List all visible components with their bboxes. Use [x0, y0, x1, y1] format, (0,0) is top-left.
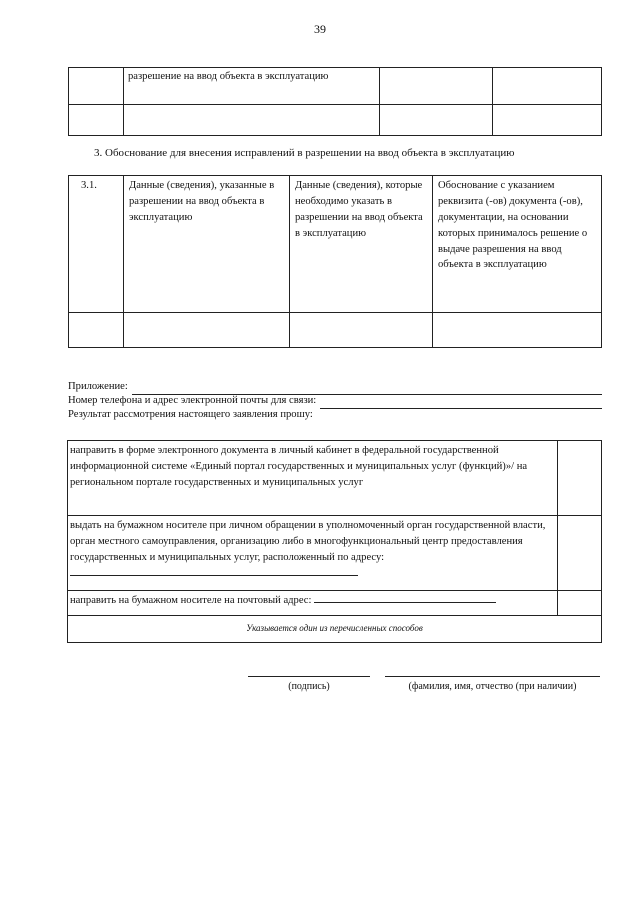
option-paper-mail: [68, 591, 558, 616]
justification-header: Обоснование с указанием реквизита (-ов) документа (-ов), документации, на основании которых принималось решение о выдаче разрешения на ввод объекта в эксплуатацию: [433, 176, 602, 313]
table-row: [68, 516, 602, 591]
postal-address-input-line[interactable]: [314, 593, 496, 603]
result-request-label: Результат рассмотрения настоящего заявления прошу:: [68, 409, 313, 421]
permit-row-text: разрешение на ввод объекта в эксплуатацию: [124, 68, 380, 105]
table-row: [69, 105, 602, 136]
delivery-method-table: [67, 440, 602, 643]
full-name-label: (фамилия, имя, отчество (при наличии): [385, 676, 600, 694]
phone-email-input-line[interactable]: [320, 398, 602, 409]
table-row: [68, 441, 602, 516]
corrections-table: [68, 175, 602, 348]
attachment-label: Приложение:: [68, 381, 128, 393]
option-paper-mail-checkbox[interactable]: [558, 591, 602, 616]
signature-label: (подпись): [248, 676, 370, 694]
table-row: [69, 68, 602, 105]
page-number: 39: [314, 22, 326, 36]
table-row: [69, 313, 602, 348]
new-data-header: Данные (сведения), которые необходимо указать в разрешении на ввод объекта в эксплуатацию: [290, 176, 433, 313]
permit-table-continuation: [68, 67, 602, 136]
table-row: [68, 591, 602, 616]
section-3-title: 3. Обоснование для внесения исправлений в разрешении на ввод объекта в эксплуатацию: [94, 147, 515, 159]
option-electronic-checkbox[interactable]: [558, 441, 602, 516]
table-row: [68, 616, 602, 643]
option-paper-mail-text: направить на бумажном носителе на почтовый адрес:: [70, 595, 312, 606]
form-fields: [68, 381, 602, 423]
phone-email-label: Номер телефона и адрес электронной почты для связи:: [68, 395, 317, 407]
option-paper-in-person-checkbox[interactable]: [558, 516, 602, 591]
option-paper-in-person-text: выдать на бумажном носителе при личном обращении в уполномоченный орган государственной власти, орган местного самоуправления, организацию либо в многофункциональный центр предоставления государственных и муниципальных услуг, расположенный по адресу:: [70, 520, 546, 563]
option-electronic: направить в форме электронного документа в личный кабинет в федеральной государственной информационной системе «Единый портал государственных и муниципальных услуг (функций)»/ на региональном портале государственных и муниципальных услуг: [68, 441, 558, 516]
item-number: 3.1.: [69, 176, 124, 313]
table-row: [69, 176, 602, 313]
address-input-line[interactable]: [70, 566, 358, 576]
result-request: [68, 409, 602, 423]
option-paper-in-person: [68, 516, 558, 591]
choice-note: Указывается один из перечисленных способов: [68, 616, 602, 643]
current-data-header: Данные (сведения), указанные в разрешении на ввод объекта в эксплуатацию: [124, 176, 290, 313]
